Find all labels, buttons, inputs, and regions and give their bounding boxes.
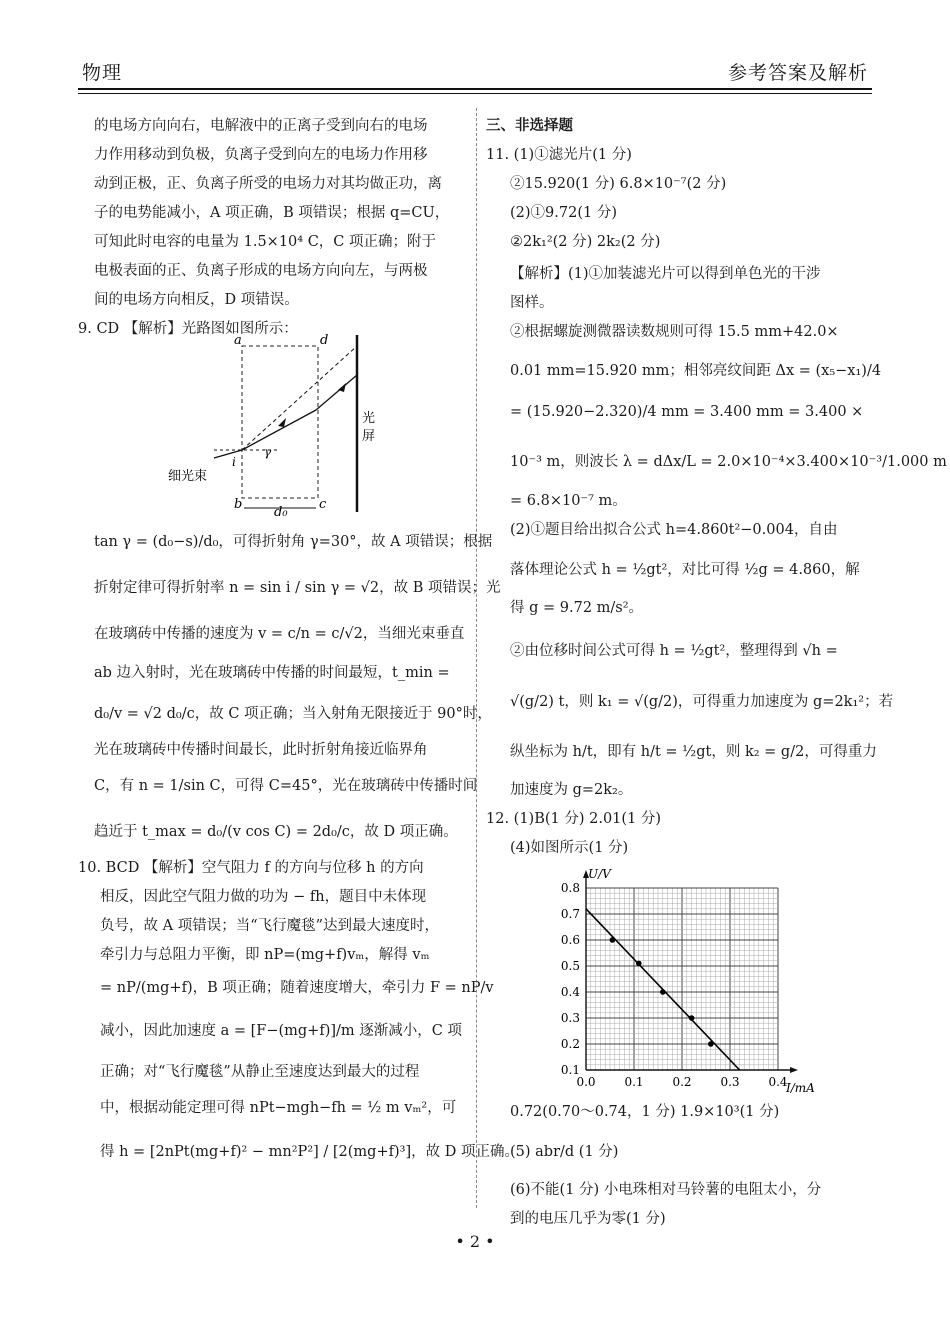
text-line: 正确；对“飞行魔毯”从静止至速度达到最大的过程 [100,1064,420,1080]
section-heading: 三、非选择题 [486,117,573,134]
label-c: c [319,497,327,512]
extended-ray [242,346,357,450]
label-a: a [234,333,242,348]
x-tick-label: 0.2 [672,1075,692,1089]
text-line: 得 g = 9.72 m/s²。 [510,600,644,616]
text-line: 折射定律可得折射率 n = sin i / sin γ = √2，故 B 项错误；光 [94,580,501,596]
text-line: 力作用移动到负极，负离子受到向左的电场力作用移 [94,147,428,163]
label-screen-2: 屏 [362,429,376,444]
text-line: d₀/v = √2 d₀/c，故 C 项正确；当入射角无限接近于 90°时， [94,706,492,722]
text-line: 牵引力与总阻力平衡，即 nP=(mg+f)vₘ，解得 vₘ [100,947,430,963]
text-line: 中，根据动能定理可得 nPt−mgh−fh = ½ m vₘ²，可 [100,1100,457,1116]
arrow-icon [790,1067,798,1073]
incident-ray [214,450,242,458]
x-tick-label: 0.0 [576,1075,596,1089]
text-line: 【解析】(1)①加装滤光片可以得到单色光的干涉 [510,266,821,282]
question-12-heading: 12. (1)B(1 分) 2.01(1 分) [486,811,662,827]
text-line: ②2k₁²(2 分) 2k₂(2 分) [510,234,661,250]
y-tick-label: 0.4 [560,985,580,999]
text-line: 趋近于 t_max = d₀/(v cos C) = 2d₀/c，故 D 项正确。 [94,824,458,840]
text-line: C，有 n = 1/sin C，可得 C=45°，光在玻璃砖中传播时间 [94,778,478,794]
y-tick-label: 0.5 [560,959,580,973]
label-light-beam: 细光束 [168,469,208,484]
label-gamma: γ [264,445,272,459]
question-10-heading: 10. BCD 【解析】空气阻力 f 的方向与位移 h 的方向 [78,860,424,876]
text-line: = (15.920−2.320)/4 mm = 3.400 mm = 3.400 × [510,404,864,420]
y-tick-label: 0.7 [560,907,580,921]
text-line: 在玻璃砖中传播的速度为 v = c/n = c/√2，当细光束垂直 [94,626,465,642]
text-line: tan γ = (d₀−s)/d₀，可得折射角 γ=30°，故 A 项错误；根据 [94,534,493,550]
column-divider [476,108,477,1208]
text-line: ②由位移时间公式可得 h = ½gt²，整理得到 √h = [510,643,838,659]
text-line: 纵坐标为 h/t，即有 h/t = ½gt，则 k₂ = g/2，可得重力 [510,744,877,760]
text-line: 间的电场方向相反，D 项错误。 [94,292,299,308]
data-point [636,961,642,967]
text-line: 加速度为 g=2k₂。 [510,782,633,798]
arrow-icon [278,418,286,427]
text-line: 10⁻³ m，则波长 λ = dΔx/L = 2.0×10⁻⁴×3.400×10⁻³/1.000 m [510,454,947,470]
text-line: 的电场方向向右，电解液中的正离子受到向右的电场 [94,118,428,134]
label-b: b [234,497,243,512]
header-rule-thin [78,93,872,94]
text-line: (5) abr/d (1 分) [510,1144,619,1160]
subject-header: 物理 [82,62,123,84]
text-line: (4)如图所示(1 分) [510,840,629,856]
optics-diagram [168,330,388,516]
text-line: 子的电势能减小，A 项正确，B 项错误；根据 q=CU， [94,205,450,221]
x-axis-label: I/mA [786,1081,815,1095]
ui-chart [546,864,836,1100]
text-line: 电极表面的正、负离子形成的电场方向向左，与两极 [94,263,428,279]
text-line: 可知此时电容的电量为 1.5×10⁴ C，C 项正确；附于 [94,234,436,250]
data-point [660,989,666,995]
y-tick-label: 0.6 [560,933,580,947]
text-line: 相反，因此空气阻力做的功为 − fh，题目中未体现 [100,889,427,905]
text-line: √(g/2) t，则 k₁ = √(g/2)，可得重力加速度为 g=2k₁²；若 [510,694,894,710]
label-d: d [320,333,329,348]
question-9-heading: 9. CD 【解析】光路图如图所示： [78,321,298,337]
text-line: ab 边入射时，光在玻璃砖中传播的时间最短，t_min = [94,665,450,681]
emergent-ray [316,375,357,410]
y-tick-label: 0.8 [560,881,580,895]
x-tick-label: 0.3 [720,1075,740,1089]
data-point [689,1015,695,1021]
data-point [610,937,616,943]
y-tick-label: 0.2 [560,1037,580,1051]
label-screen-1: 光 [362,411,376,426]
text-line: 光在玻璃砖中传播时间最长，此时折射角接近临界角 [94,742,428,758]
text-line: 落体理论公式 h = ½gt²，对比可得 ½g = 4.860，解 [510,562,860,578]
answer-header: 参考答案及解析 [727,62,868,84]
text-line: 到的电压几乎为零(1 分) [510,1211,666,1227]
text-line: = nP/(mg+f)，B 项正确；随着速度增大，牵引力 F = nP/v [100,980,494,996]
y-axis-label: U/V [588,867,611,881]
label-i: i [232,455,236,469]
text-line: 负号，故 A 项错误；当“飞行魔毯”达到最大速度时， [100,918,440,934]
label-d0: d₀ [274,505,288,516]
header-rule [78,88,872,90]
y-tick-label: 0.3 [560,1011,580,1025]
y-tick-label: 0.1 [560,1063,580,1077]
x-tick-label: 0.1 [624,1075,644,1089]
x-tick-label: 0.4 [768,1075,788,1089]
text-line: = 6.8×10⁻⁷ m。 [510,493,627,509]
data-point [708,1041,714,1047]
text-line: 动到正极，正、负离子所受的电场力对其均做正功，离 [94,176,442,192]
question-11-heading: 11. (1)①滤光片(1 分) [486,147,632,163]
text-line: ②根据螺旋测微器读数规则可得 15.5 mm+42.0× [510,324,839,340]
text-line: 得 h = [2nPt(mg+f)² − mn²P²] / [2(mg+f)³]，故 D 项正确。 [100,1144,519,1160]
text-line: 图样。 [510,295,554,311]
text-line: (2)①题目给出拟合公式 h=4.860t²−0.004，自由 [510,522,838,538]
text-line: (6)不能(1 分) 小电珠相对马铃薯的电阻太小，分 [510,1182,822,1198]
text-line: 0.01 mm=15.920 mm；相邻亮纹间距 Δx = (x₅−x₁)/4 [510,363,882,379]
text-line: ②15.920(1 分) 6.8×10⁻⁷(2 分) [510,176,727,192]
text-line: (2)①9.72(1 分) [510,205,617,221]
text-line: 减小，因此加速度 a = [F−(mg+f)]/m 逐渐减小，C 项 [100,1023,462,1039]
glass-brick-outline [242,346,318,498]
text-line: 0.72(0.70～0.74，1 分) 1.9×10³(1 分) [510,1104,780,1120]
page-number: • 2 • [455,1232,495,1251]
